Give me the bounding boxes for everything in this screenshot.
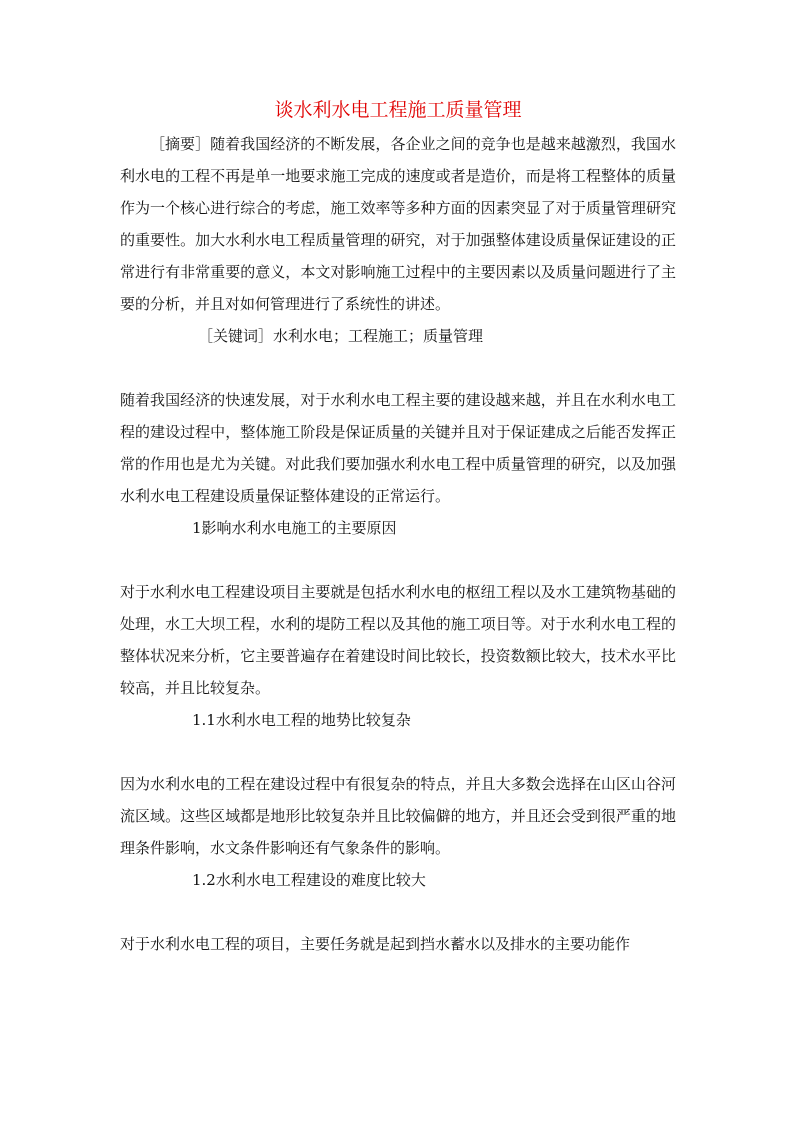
section-1-heading: 1影响水利水电施工的主要原因 <box>192 519 397 537</box>
spacer <box>120 736 676 768</box>
spacer <box>120 352 676 384</box>
keywords-line: ［关键词］水利水电；工程施工；质量管理 <box>198 327 484 345</box>
section-1-2-heading: 1.2水利水电工程建设的难度比较大 <box>192 871 426 889</box>
section-1-1-paragraph: 因为水利水电的工程在建设过程中有很复杂的特点，并且大多数会选择在山区山谷河流区域。这些区域都是地形比较复杂并且比较偏僻的地方，并且还会受到很严重的地理条件影响，水文条件影响还有气象条件的影响。 <box>120 775 676 857</box>
spacer <box>120 544 676 576</box>
document-title: 谈水利水电工程施工质量管理 <box>274 99 522 121</box>
section-1-2-paragraph: 对于水利水电工程的项目，主要任务就是起到挡水蓄水以及排水的主要功能作 <box>120 935 631 953</box>
section-1-paragraph: 对于水利水电工程建设项目主要就是包括水利水电的枢纽工程以及水工建筑物基础的处理，水工大坝工程，水利的堤防工程以及其他的施工项目等。对于水利水电工程的整体状况来分析，它主要普遍存在着建设时间比较长，投资数额比较大，技术水平比较高，并且比较复杂。 <box>120 583 676 697</box>
document-page <box>120 96 676 960</box>
intro-paragraph: 随着我国经济的快速发展，对于水利水电工程主要的建设越来越，并且在水利水电工程的建设过程中，整体施工阶段是保证质量的关键并且对于保证建成之后能否发挥正常的作用也是尤为关键。对此我们要加强水利水电工程中质量管理的研究，以及加强水利水电工程建设质量保证整体建设的正常运行。 <box>120 391 676 505</box>
abstract-paragraph: ［摘要］随着我国经济的不断发展，各企业之间的竞争也是越来越激烈，我国水利水电的工程不再是单一地要求施工完成的速度或者是造价，而是将工程整体的质量作为一个核心进行综合的考虑，施工效率等多种方面的因素突显了对于质量管理研究的重要性。加大水利水电工程质量管理的研究，对于加强整体建设质量保证建设的正常进行有非常重要的意义，本文对影响施工过程中的主要因素以及质量问题进行了主要的分析，并且对如何管理进行了系统性的讲述。 <box>120 135 676 313</box>
spacer <box>120 896 676 928</box>
section-1-1-heading: 1.1水利水电工程的地势比较复杂 <box>192 711 411 729</box>
